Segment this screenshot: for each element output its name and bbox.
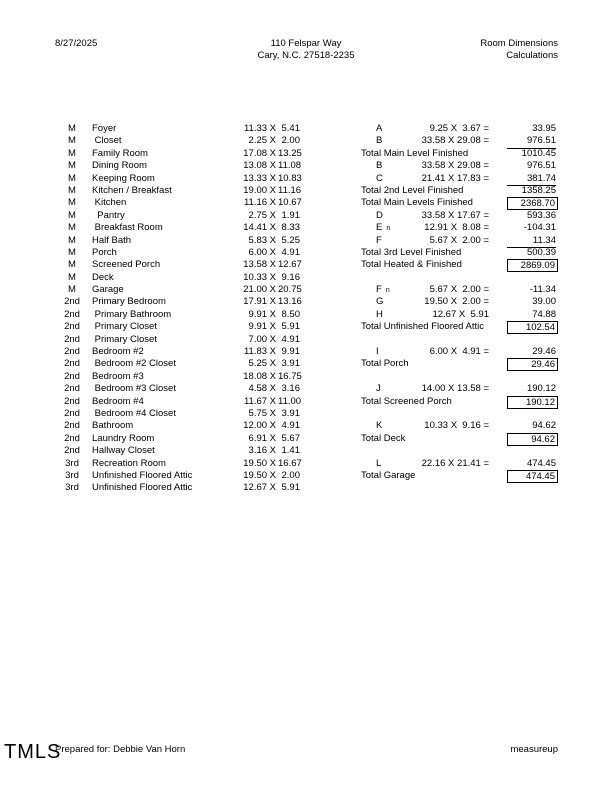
room-dim-2: 5.41 [281,123,300,134]
room-level: 3rd [65,469,79,481]
room-dim-2: 9.16 [281,271,300,283]
calc-total-row [360,148,560,160]
room-dim-1: 12.67 X [243,482,276,494]
room-row [60,197,300,209]
room-level: 3rd [65,482,79,494]
room-row [60,383,300,395]
title-line-1: Room Dimensions [480,38,558,49]
calc-label [361,247,461,259]
calc-label [361,148,468,160]
room-dim-1: 13.33 X [243,172,276,184]
room-dim-1: 19.00 X [243,184,276,196]
room-name: Closet [92,135,122,147]
calc-expression: 12.67 X 5.91 [432,308,489,320]
room-level: M [68,234,76,246]
room-dim-2: 2.00 [281,469,300,481]
calc-label [361,197,473,209]
room-dim-1: 5.83 X [248,234,276,246]
room-name: Keeping Room [92,172,155,184]
calc-row [360,135,560,147]
room-name: Bedroom #3 [92,370,144,382]
calc-label-text: A [376,123,383,134]
room-level: 2nd [64,296,80,308]
calc-value: 976.51 [507,135,556,148]
calc-total-box: 29.46 [507,358,558,371]
room-dim-2: 4.91 [281,333,300,345]
calc-total-row [360,185,560,197]
room-row [60,148,300,160]
room-row [60,458,300,470]
room-row [60,135,300,147]
calc-label-text: Total Unfinished Floored Attic [361,321,485,333]
calc-expression: 33.58 X 17.67 = [421,209,489,221]
room-dim-1: 12.00 X [243,420,276,432]
room-level: 2nd [64,420,80,432]
room-dim-2: 9.91 [281,346,300,358]
room-name: Bedroom #3 Closet [92,383,176,395]
room-dim-1: 10.33 X [243,271,276,283]
room-name: Bedroom #2 Closet [92,358,176,370]
calc-row [360,173,560,185]
calc-row [360,458,560,470]
calc-label-text: I [376,346,379,358]
calc-row [360,309,560,321]
calc-label [361,470,415,482]
room-dim-2: 8.50 [281,308,300,320]
room-row [60,433,300,445]
calc-expression: 19.50 X 2.00 = [424,296,489,308]
room-dim-1: 4.58 X [248,383,276,395]
calc-value: 74.88 [532,308,556,320]
room-row [60,185,300,197]
room-row [60,259,300,271]
calc-row [360,383,560,395]
calc-total-box: 94.62 [507,433,558,446]
room-name: Half Bath [92,234,132,246]
calc-value: 593.36 [526,209,556,221]
room-dim-1: 17.91 X [243,296,276,308]
calc-label-text: K [376,420,383,432]
calc-label-text: Total Screened Porch [361,395,452,407]
room-name: Primary Bedroom [92,296,166,308]
calc-row [360,123,560,135]
room-dim-1: 13.08 X [243,160,276,172]
room-level: M [68,246,76,258]
room-dim-1: 17.08 X [243,147,276,159]
calc-expression: 10.33 X 9.16 = [424,420,489,432]
calc-total-box: 190.12 [507,396,558,409]
calc-label [376,222,390,235]
room-dim-1: 19.50 X [243,457,276,469]
room-name: Unfinished Floored Attic [92,469,193,481]
room-dim-1: 11.16 X [243,197,276,209]
spacer [360,445,560,457]
calc-label-text: B [376,135,383,147]
calc-value: -11.34 [529,284,556,296]
calc-expression: 14.00 X 13.58 = [421,383,489,395]
room-name: Unfinished Floored Attic [92,482,193,494]
room-name: Garage [92,284,124,296]
calc-label-text: F [376,284,382,296]
calc-value: 976.51 [526,160,556,172]
room-level: M [68,135,76,147]
room-level: 2nd [64,308,80,320]
calc-note-marker: n [385,287,390,295]
calc-value: 1010.45 [521,147,556,159]
calc-expression: 12.91 X 8.08 = [424,222,489,234]
room-name: Family Room [92,147,148,159]
calc-value: -104.31 [523,222,556,234]
calc-label-text: Total Main Levels Finished [361,197,473,209]
room-dim-2: 11.16 [278,184,302,196]
room-name: Screened Porch [92,259,161,271]
room-level: 2nd [64,370,80,382]
calc-label-text: H [376,308,383,320]
room-dim-2: 4.91 [281,246,300,258]
tmls-logo: TMLS [4,741,62,763]
calc-label [361,185,463,197]
room-dim-1: 18.08 X [243,370,276,382]
room-name: Breakfast Room [92,222,163,234]
room-name: Primary Closet [92,333,157,345]
room-name: Laundry Room [92,432,155,444]
room-dim-1: 2.75 X [248,209,276,221]
calc-label-text: F [376,234,382,246]
room-row [60,309,300,321]
calc-label-text: J [376,383,381,395]
calc-label-text: Total Deck [361,432,406,444]
room-dim-1: 11.83 X [243,346,276,358]
calc-label [361,396,452,408]
calc-label [361,358,409,370]
room-dim-2: 3.91 [281,407,300,419]
room-level: M [68,271,76,283]
room-name: Bedroom #4 Closet [92,407,176,419]
spacer [360,408,560,420]
room-level: 2nd [64,383,80,395]
room-name: Porch [92,246,117,258]
room-dim-1: 11.33 X [243,123,276,134]
room-level: 2nd [64,445,80,457]
room-name: Pantry [92,209,125,221]
calc-total-box: 2368.70 [507,197,558,210]
room-dim-1: 9.91 X [248,308,276,320]
spacer [360,272,560,284]
room-row [60,296,300,308]
room-row [60,247,300,259]
spacer [360,334,560,346]
calc-label-text: E [376,222,383,234]
calc-row [360,296,560,308]
room-dim-1: 21.00 X [243,284,276,296]
room-level: 2nd [64,346,80,358]
room-name: Recreation Room [92,457,166,469]
calc-label [376,383,381,395]
area-calculations-table [360,123,560,482]
calc-value: 39.00 [532,296,556,308]
room-dim-2: 13.16 [278,296,302,308]
room-dim-2: 5.25 [281,234,300,246]
report-date: 8/27/2025 [55,38,98,49]
room-name: Foyer [92,123,117,134]
room-level: M [68,184,76,196]
room-dim-2: 20.75 [278,284,302,296]
room-level: M [68,147,76,159]
calc-value: 29.46 [532,346,556,358]
room-level: M [68,209,76,221]
room-dim-2: 1.91 [281,209,300,221]
room-level: 2nd [64,432,80,444]
room-name: Bedroom #2 [92,346,144,358]
calc-label [376,346,379,358]
room-dim-1: 19.50 X [243,469,276,481]
calc-expression: 33.58 X 29.08 = [421,160,489,172]
room-level: M [68,259,76,271]
room-dim-1: 7.00 X [248,333,276,345]
calc-row [360,284,560,296]
room-level: M [68,222,76,234]
calc-label-text: Total Main Level Finished [361,147,469,159]
room-row [60,272,300,284]
room-dim-2: 3.91 [281,358,300,370]
room-level: 2nd [64,358,80,370]
room-dim-1: 6.00 X [248,246,276,258]
calc-label [376,210,383,222]
room-level: M [68,172,76,184]
calc-value: 11.34 [507,235,556,248]
calc-expression: 5.67 X 2.00 = [429,284,489,296]
calc-label [376,296,383,308]
room-dim-2: 10.67 [278,197,302,209]
calc-total-row [360,358,560,370]
room-dim-2: 1.41 [281,445,300,457]
calc-total-row [360,396,560,408]
room-row [60,222,300,234]
calc-label-text: G [376,296,384,308]
calc-total-row [360,321,560,333]
calc-row [360,160,560,172]
report-title [480,38,558,62]
calc-value: 500.39 [526,246,556,258]
room-dim-1: 3.16 X [248,445,276,457]
calc-expression: 6.00 X 4.91 = [429,346,489,358]
room-name: Kitchen [92,197,127,209]
room-dim-2: 3.16 [281,383,300,395]
calc-label-text: Total Garage [361,469,416,481]
title-line-2: Calculations [506,50,558,61]
room-dim-2: 5.67 [281,432,300,444]
calc-label [376,135,382,147]
room-dim-2: 8.33 [281,222,300,234]
room-level: 2nd [64,321,80,333]
calc-expression: 21.41 X 17.83 = [421,172,489,184]
room-dim-1: 14.41 X [243,222,276,234]
calc-label [376,123,382,135]
calc-value: 1358.25 [507,185,556,198]
calc-total-row [360,259,560,271]
room-dim-1: 5.75 X [248,407,276,419]
room-name: Dining Room [92,160,147,172]
room-dim-2: 16.75 [278,370,302,382]
calc-total-row [360,433,560,445]
calc-label-text: Total Heated & Finished [361,259,462,271]
room-level: M [68,284,76,296]
calc-total-box: 102.54 [507,321,558,334]
room-row [60,408,300,420]
room-row [60,346,300,358]
room-dim-2: 11.00 [278,395,302,407]
calc-value: 33.95 [532,123,556,134]
prepared-for: Prepared for: Debbie Van Horn [55,744,186,755]
calc-label-text: L [376,457,382,469]
room-name: Primary Bathroom [92,308,172,320]
calc-label-text: D [376,209,383,221]
room-row [60,210,300,222]
room-row [60,123,300,135]
calc-total-row [360,470,560,482]
room-row [60,321,300,333]
calc-total-box: 2869.09 [507,259,558,272]
room-level: 3rd [65,457,79,469]
room-name: Kitchen / Breakfast [92,184,172,196]
room-dim-1: 6.91 X [248,432,276,444]
calc-label [376,160,382,172]
calc-row [360,235,560,247]
calc-row [360,346,560,358]
room-dim-2: 2.00 [281,135,300,147]
calc-value: 190.12 [526,383,556,395]
room-name: Deck [92,271,114,283]
room-level: 2nd [64,407,80,419]
calc-label [361,259,462,271]
room-dim-2: 5.91 [281,321,300,333]
calc-label [376,420,382,432]
calc-label-text: C [376,172,383,184]
room-dim-2: 11.08 [278,160,302,172]
room-level: M [68,197,76,209]
calc-total-row [360,197,560,209]
calc-label-text: Total 2nd Level Finished [361,184,464,196]
room-row [60,235,300,247]
room-row [60,470,300,482]
calc-label [376,235,382,247]
room-dim-2: 12.67 [278,259,302,271]
room-dim-2: 10.83 [278,172,302,184]
calc-expression: 33.58 X 29.08 = [421,135,489,147]
calc-label [376,173,383,185]
calc-value: 474.45 [526,457,556,469]
room-row [60,173,300,185]
address-line-1: 110 Felspar Way [270,38,342,49]
room-dim-1: 13.58 X [243,259,276,271]
room-dim-2: 13.25 [278,147,302,159]
room-dim-1: 5.25 X [248,358,276,370]
room-dim-1: 2.25 X [248,135,276,147]
room-dim-1: 9.91 X [248,321,276,333]
room-row [60,284,300,296]
address-line-2: Cary, N.C. 27518-2235 [257,50,355,61]
room-row [60,160,300,172]
room-level: M [68,160,76,172]
room-row [60,358,300,370]
room-row [60,420,300,432]
room-level: 2nd [64,333,80,345]
room-row [60,396,300,408]
spacer [360,371,560,383]
calc-label-text: Total 3rd Level Finished [361,246,462,258]
room-row [60,371,300,383]
room-name: Bedroom #4 [92,395,144,407]
calc-note-marker: n [386,225,391,233]
calc-label-text: Total Porch [361,358,409,370]
room-row [60,334,300,346]
calc-total-row [360,247,560,259]
calc-row [360,210,560,222]
room-dim-1: 11.67 X [243,395,276,407]
calc-expression: 22.16 X 21.41 = [421,457,489,469]
calc-row [360,222,560,234]
calc-row [360,420,560,432]
calc-value: 94.62 [532,420,556,432]
calc-label [376,458,381,470]
calc-label [376,309,383,321]
room-level: M [68,123,76,134]
calc-label [376,284,390,297]
calc-label [361,433,405,445]
room-dim-2: 16.67 [278,457,302,469]
room-row [60,482,300,494]
room-dim-2: 5.91 [281,482,300,494]
calc-expression: 9.25 X 3.67 = [429,123,489,134]
room-name: Bathroom [92,420,134,432]
calc-label-text: B [376,160,383,172]
room-name: Hallway Closet [92,445,155,457]
calc-label [361,321,484,333]
calc-value: 381.74 [507,173,556,186]
brand-name: measureup [510,744,558,755]
calc-total-box: 474.45 [507,470,558,483]
room-level: 2nd [64,395,80,407]
room-dimensions-table [60,123,300,495]
room-dim-2: 4.91 [281,420,300,432]
room-name: Primary Closet [92,321,157,333]
room-row [60,445,300,457]
calc-expression: 5.67 X 2.00 = [429,234,489,246]
